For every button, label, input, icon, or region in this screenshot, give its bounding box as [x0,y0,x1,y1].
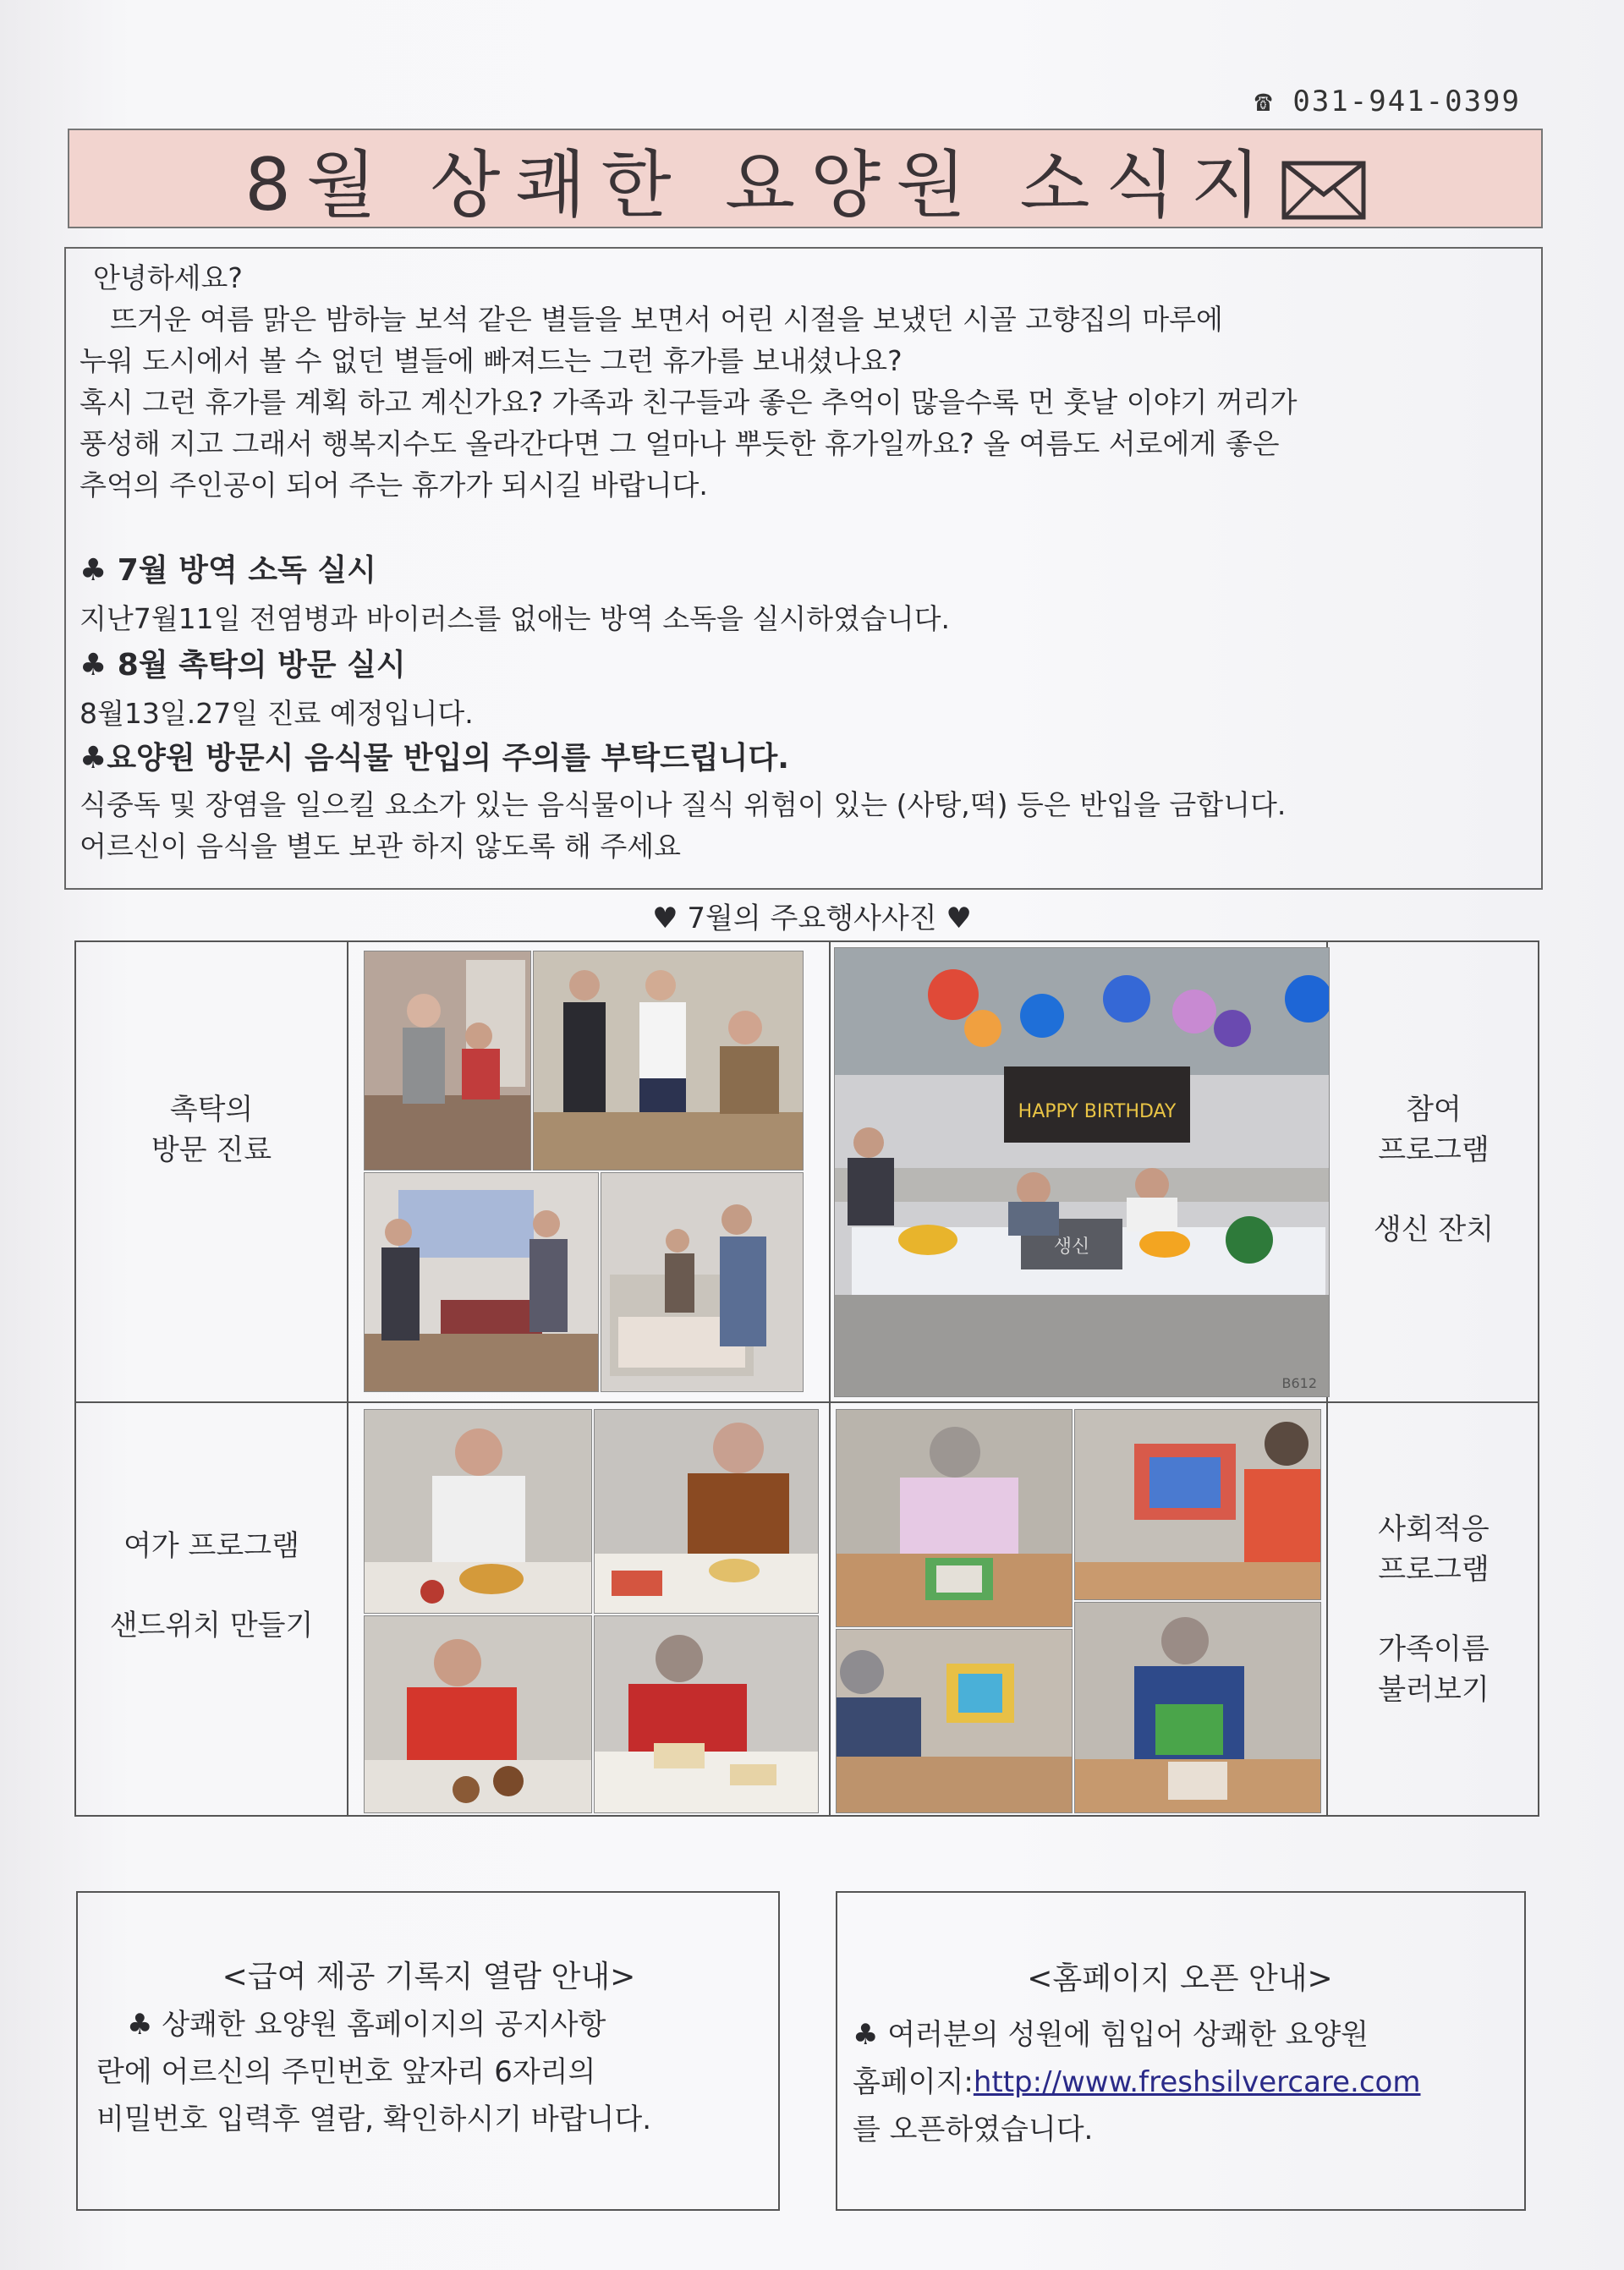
photo-family-name-4 [1074,1602,1321,1813]
label-social-program [1328,1509,1539,1710]
notice-title-doctor-visit: ♣ 8월 촉탁의 방문 실시 [80,648,406,683]
label-line: 불러보기 [1378,1673,1490,1707]
homepage-notice-title: <홈페이지 오픈 안내> [1027,1961,1333,1996]
grid-divider [829,942,831,1815]
homepage-notice-box [836,1891,1526,2211]
label-line: 프로그램 [1378,1133,1490,1167]
intro-line: 추억의 주인공이 되어 주는 휴가가 되시길 바랍니다. [80,469,708,502]
homepage-label: 홈페이지: [853,2065,974,2099]
phone-number: ☎ 031-941-0399 [1254,85,1521,118]
label-birthday-program [1328,1089,1539,1250]
photos-caption: ♥ 7월의 주요행사사진 ♥ [652,902,972,935]
birthday-banner-text: HAPPY BIRTHDAY [1018,1101,1177,1122]
homepage-notice-line: ♣ 여러분의 성원에 힘입어 상쾌한 요양원 [853,2018,1369,2052]
record-notice-title: <급여 제공 기록지 열람 안내> [222,1960,636,1994]
label-line: 방문 진료 [151,1133,272,1167]
photo-doctor-visit-4 [601,1172,804,1392]
homepage-notice-line: 를 오픈하였습니다. [853,2113,1094,2147]
photo-family-name-1 [836,1409,1073,1627]
notice-title-disinfection: ♣ 7월 방역 소독 실시 [80,553,376,588]
title-banner [68,129,1543,228]
label-sandwich-program [76,1526,347,1646]
label-line: 가족이름 [1378,1632,1490,1666]
homepage-url-link[interactable]: http://www.freshsilvercare.com [973,2065,1421,2099]
label-line: 생신 잔치 [1373,1213,1495,1247]
record-notice-line: 란에 어르신의 주민번호 앞자리 6자리의 [96,2055,596,2089]
notice-body-disinfection: 지난7월11일 전염병과 바이러스를 없애는 방역 소독을 실시하였습니다. [80,602,950,635]
label-line: 샌드위치 만들기 [109,1609,314,1642]
corner-mark: B612 [1281,1375,1317,1391]
label-line: 촉탁의 [169,1093,254,1127]
label-line: 참여 [1406,1093,1462,1127]
record-notice-line: ♣ 상쾌한 요양원 홈페이지의 공지사항 [127,2008,606,2042]
notice-body-food: 식중독 및 장염을 일으킬 요소가 있는 음식물이나 질식 위험이 있는 (사탕,떡) 등은 반입을 금합니다. [80,788,1287,821]
photo-family-name-3 [836,1629,1073,1813]
notice-title-food: ♣요양원 방문시 음식물 반입의 주의를 부탁드립니다. [80,741,789,776]
photo-family-name-2 [1074,1409,1321,1600]
photo-sandwich-3 [364,1615,592,1813]
label-line: 프로그램 [1378,1553,1490,1587]
page-title-text: 8월 상쾌한 요양원 소식지 [244,143,1276,228]
label-spacer [1328,1590,1539,1629]
label-line: 여가 프로그램 [123,1529,299,1563]
label-spacer [1328,1171,1539,1209]
intro-line: 누워 도시에서 볼 수 없던 별들에 빠져드는 그런 휴가를 보내셨나요? [80,344,903,377]
grid-divider [76,1401,1538,1403]
event-photo-grid [74,940,1539,1817]
notice-body-food: 어르신이 음식을 별도 보관 하지 않도록 해 주세요 [80,830,681,863]
photo-doctor-visit-1 [364,951,531,1171]
envelope-icon [1281,161,1366,220]
photo-doctor-visit-2 [533,951,804,1171]
cake-text: 생신 [1053,1236,1090,1258]
intro-line: 뜨거운 여름 맑은 밤하늘 보석 같은 별들을 보면서 어린 시절을 보냈던 시골 고향집의 마루에 [110,303,1223,336]
grid-divider [347,942,348,1815]
intro-line: 풍성해 지고 그래서 행복지수도 올라간다면 그 얼마나 뿌듯한 휴가일까요? 올 여름도 서로에게 좋은 [80,427,1280,460]
photo-sandwich-2 [594,1409,819,1614]
record-notice-line: 비밀번호 입력후 열람, 확인하시기 바랍니다. [96,2103,652,2136]
intro-line: 혹시 그런 휴가를 계획 하고 계신가요? 가족과 친구들과 좋은 추억이 많을수록 먼 훗날 이야기 꺼리가 [80,386,1298,419]
notice-body-doctor-visit: 8월13일.27일 진료 예정입니다. [80,697,474,730]
intro-section [64,247,1543,890]
label-spacer [76,1566,347,1605]
photo-doctor-visit-3 [364,1172,599,1392]
photo-sandwich-4 [594,1615,819,1813]
homepage-notice-line [853,2059,1507,2106]
greeting: 안녕하세요? [93,261,243,294]
page-title [244,126,1366,231]
label-doctor-visit [76,1089,347,1171]
photo-birthday-party [834,947,1330,1397]
photo-sandwich-1 [364,1409,592,1614]
label-line: 사회적응 [1378,1512,1490,1546]
record-notice-box [76,1891,780,2211]
